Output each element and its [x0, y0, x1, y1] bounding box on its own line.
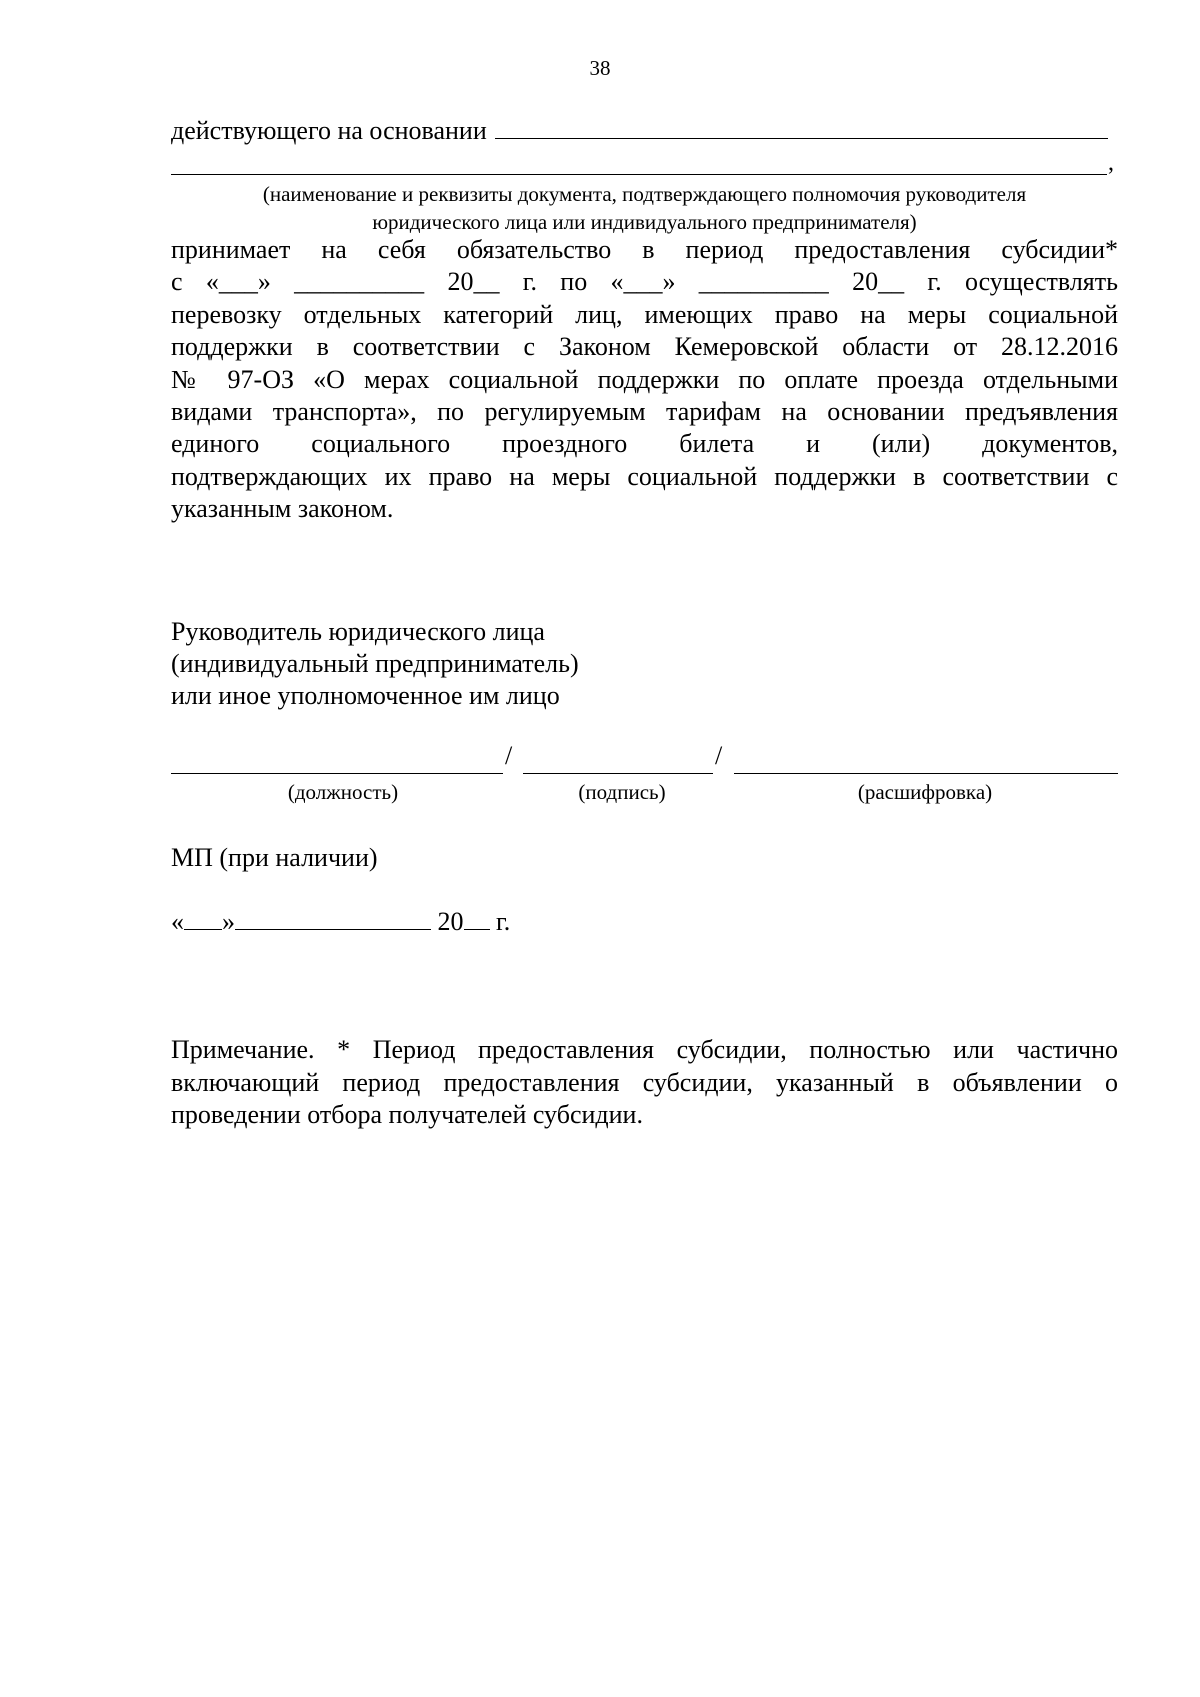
obligation-line: перевозку отдельных категорий лиц, имеющих право на меры социальной — [171, 299, 1118, 329]
note-line: проведении отбора получателей субсидии. — [171, 1100, 643, 1129]
obligation-line: № 97-ОЗ «О мерах социальной поддержки по оплате проезда отдельными — [171, 364, 1118, 394]
obligation-line: поддержки в соответствии с Законом Кемеровской области от 28.12.2016 — [171, 332, 1118, 362]
decoding-caption: (расшифровка) — [857, 780, 993, 804]
position-caption: (должность) — [287, 780, 399, 804]
year-prefix: 20 — [437, 907, 464, 936]
day-fill-line — [184, 907, 222, 930]
basis-caption — [171, 180, 1118, 236]
basis-document-fill-line — [171, 174, 1107, 175]
basis-comma: , — [1108, 150, 1114, 176]
note-paragraph — [171, 1034, 1118, 1132]
signature-caption: (подпись) — [578, 780, 666, 804]
year-fill-line — [464, 907, 490, 930]
basis-label: действующего на основании — [171, 116, 487, 145]
year-suffix: г. — [496, 907, 511, 936]
signature-separator: / — [505, 741, 513, 770]
obligation-paragraph — [171, 234, 1118, 526]
signer-line-3: или иное уполномоченное им лицо — [171, 681, 560, 710]
obligation-line: видами транспорта», по регулируемым тарифам на основании предъявления — [171, 397, 1118, 427]
obligation-line: подтверждающих их право на меры социальной поддержки в соответствии с — [171, 461, 1118, 491]
obligation-line: с «___» __________ 20__ г. по «___» __________ 20__ г. осуществлять — [171, 267, 1118, 297]
basis-line — [171, 114, 1118, 147]
obligation-line: указанным законом. — [171, 494, 394, 524]
basis-fill-line — [495, 114, 1108, 139]
basis-caption-line-2: юридического лица или индивидуального предпринимателя) — [372, 210, 917, 234]
month-fill-line — [235, 907, 431, 930]
basis-caption-line-1: (наименование и реквизиты документа, подтверждающего полномочия руководителя — [262, 182, 1027, 206]
signer-line-1: Руководитель юридического лица — [171, 617, 545, 646]
date-open-quote: « — [171, 907, 184, 936]
position-fill-line — [171, 745, 503, 774]
obligation-line: единого социального проездного билета и (или) документов, — [171, 429, 1118, 459]
signer-block — [171, 616, 579, 712]
stamp-label: МП (при наличии) — [171, 843, 378, 872]
decoding-fill-line — [734, 745, 1118, 774]
signature-fill-line — [523, 745, 713, 774]
note-line: включающий период предоставления субсидии, указанный в объявлении о — [171, 1067, 1118, 1097]
obligation-line: принимает на себя обязательство в период предоставления субсидии* — [171, 235, 1118, 264]
signature-separator: / — [715, 741, 723, 770]
signer-line-2: (индивидуальный предприниматель) — [171, 649, 579, 678]
date-close-quote: » — [222, 907, 235, 936]
date-line — [171, 907, 510, 937]
page-number: 38 — [589, 56, 611, 80]
note-line: Примечание. * Период предоставления субсидии, полностью или частично — [171, 1035, 1118, 1064]
signature-row — [171, 741, 1118, 777]
